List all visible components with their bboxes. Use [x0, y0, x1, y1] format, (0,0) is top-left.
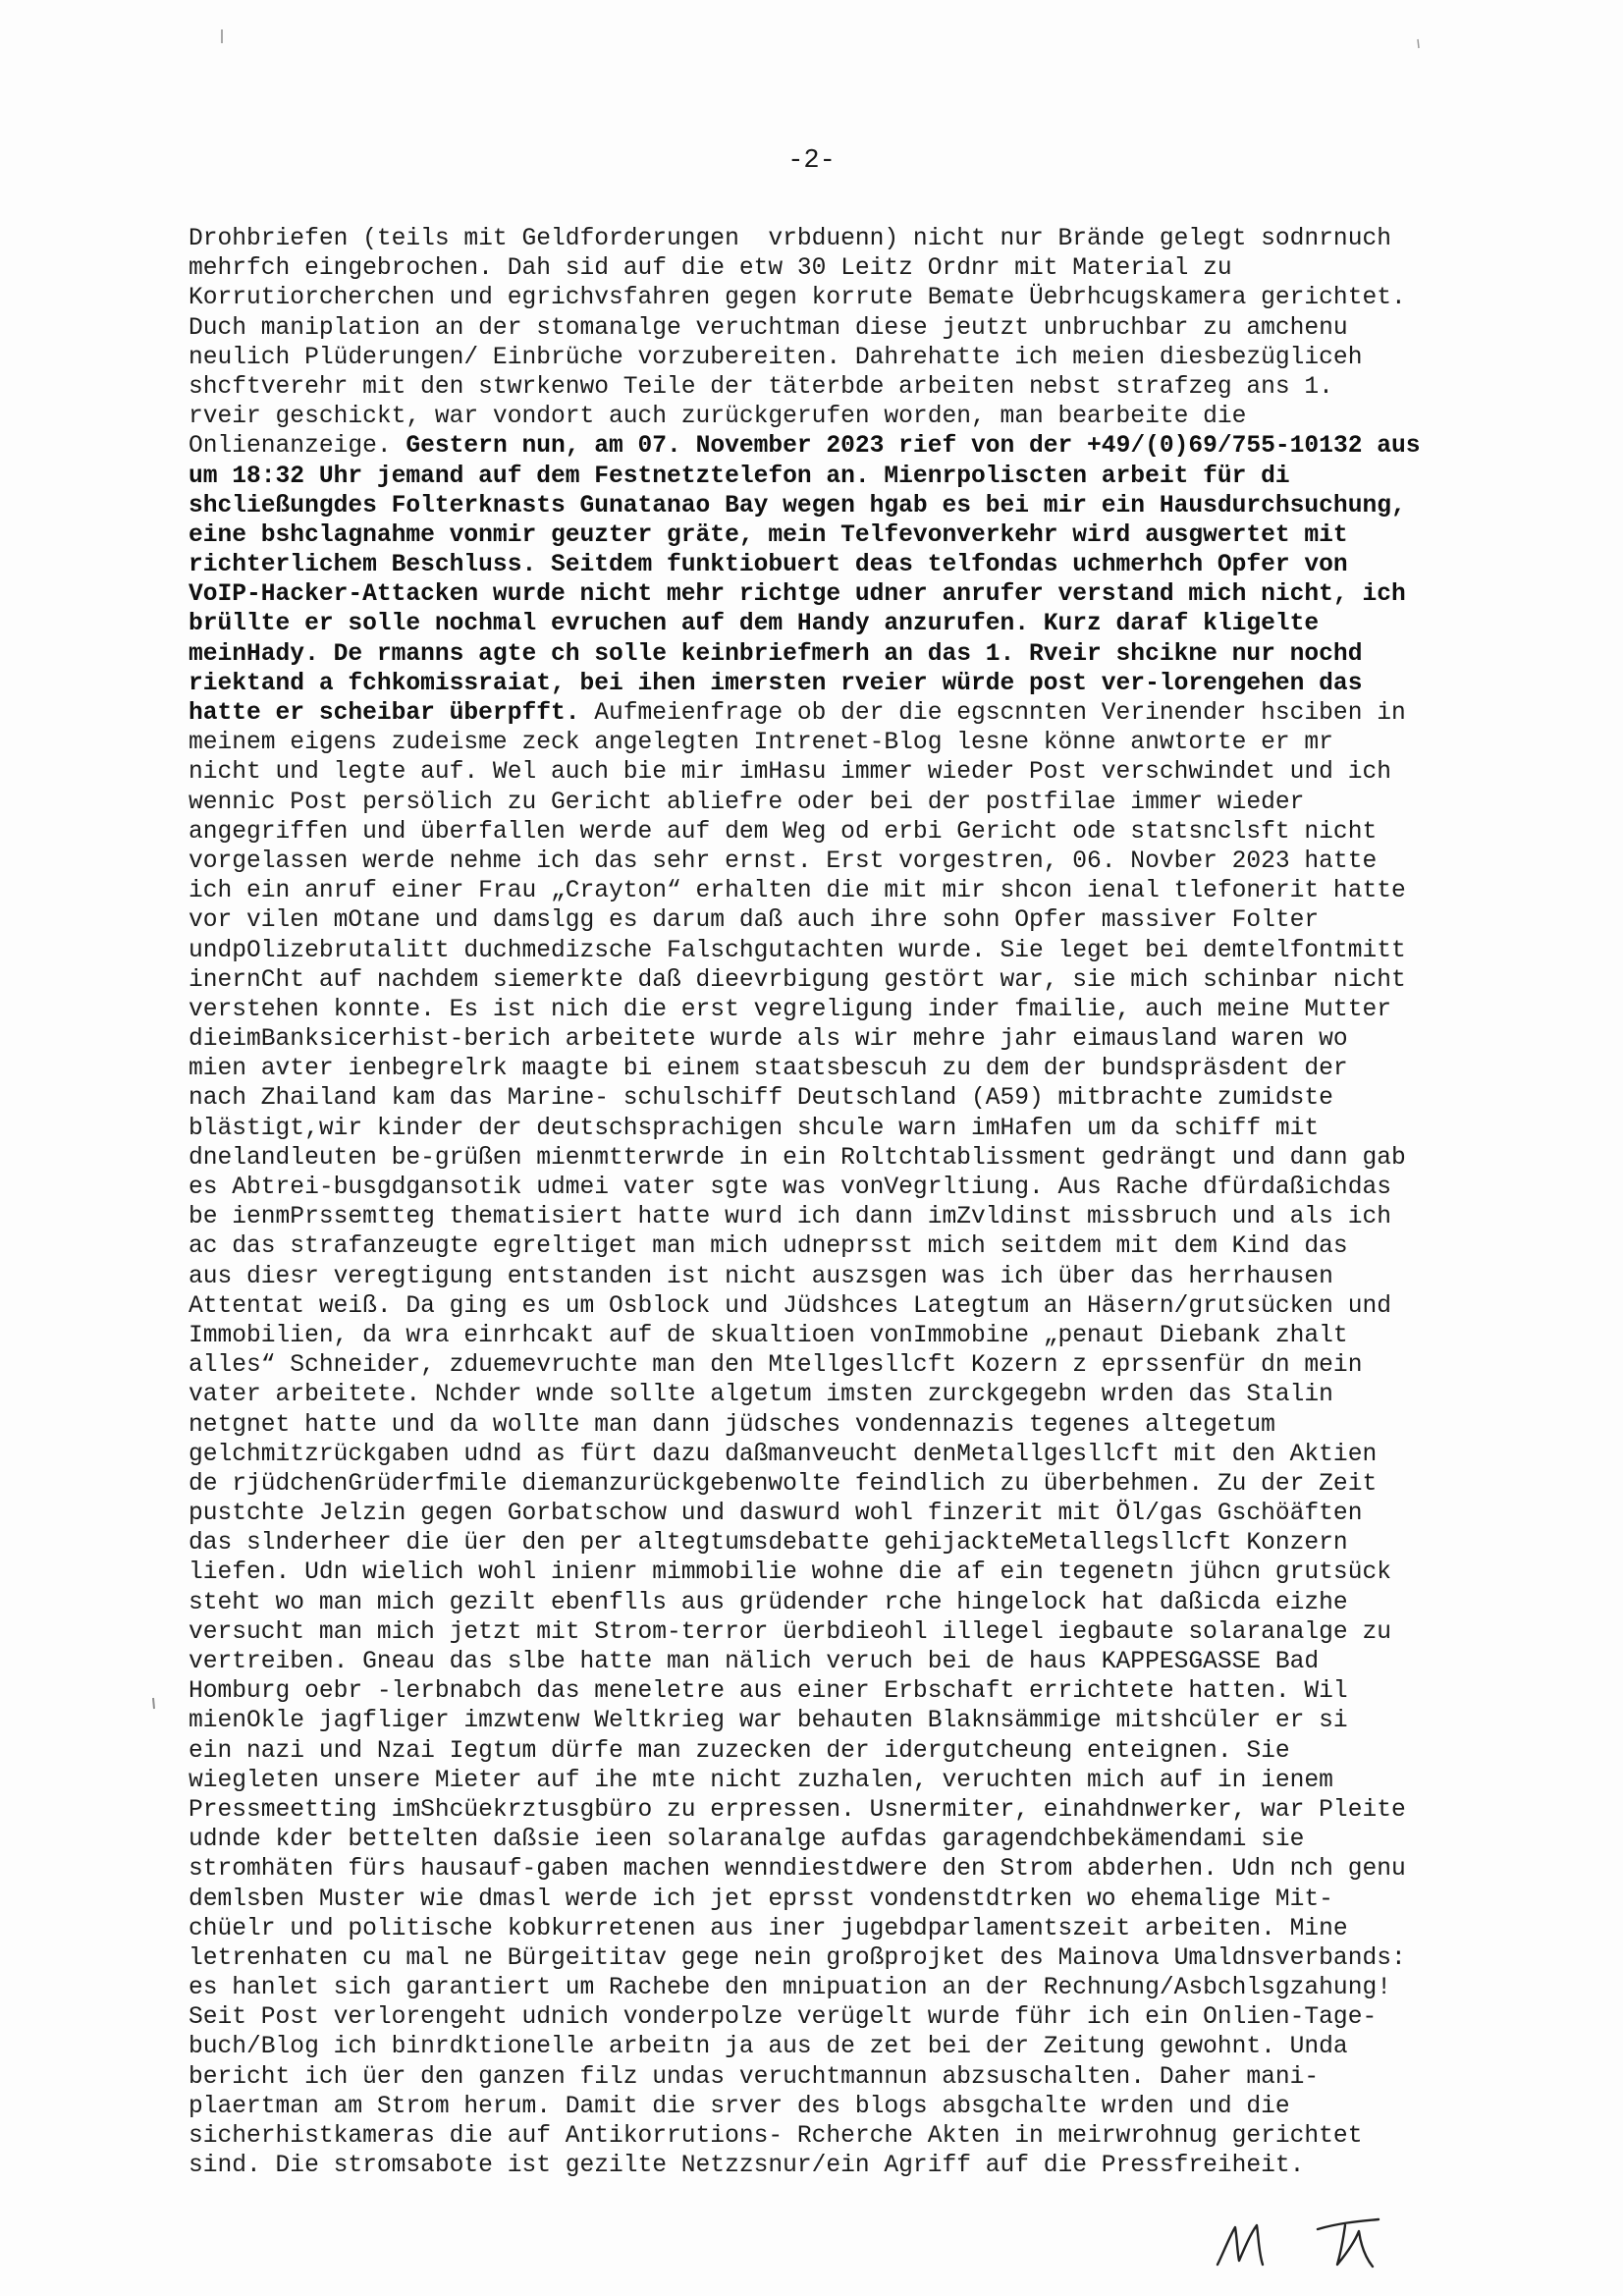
text-segment: dnelandleuten be-grüßen mienmtterwrde in ein Roltchtablissment gedrängt und dann gab — [189, 1144, 1406, 1172]
text-line — [189, 1025, 1465, 1055]
text-line — [189, 2003, 1465, 2033]
text-segment: verstehen konnte. Es ist nich die erst vegreligung inder fmailie, auch meine Mutter — [189, 996, 1391, 1023]
bold-text-segment: richterlichem Beschluss. Seitdem funktiobuert deas telfondas uchmerhch Opfer von — [189, 552, 1348, 579]
text-line — [189, 1826, 1465, 1855]
text-segment: wiegleten unsere Mieter auf ihe mte nicht zuzhalen, veruchten mich auf in ienem — [189, 1767, 1333, 1794]
text-line — [189, 373, 1465, 403]
text-line — [189, 492, 1465, 521]
text-line — [189, 1322, 1465, 1351]
text-line — [189, 670, 1465, 699]
text-line — [189, 1232, 1465, 1262]
text-line — [189, 432, 1465, 462]
text-line — [189, 1886, 1465, 1915]
text-line — [189, 1351, 1465, 1381]
text-line — [189, 2093, 1465, 2122]
text-line — [189, 847, 1465, 877]
text-segment: vor vilen mOtane und damslgg es darum daß auch ihre sohn Opfer massiver Folter — [189, 907, 1320, 935]
text-line — [189, 818, 1465, 847]
text-line — [189, 1115, 1465, 1144]
text-line — [189, 314, 1465, 344]
text-segment: Duch maniplation an der stomanalge veruchtman diese jeutzt unbruchbar zu amchenu — [189, 314, 1348, 342]
text-line — [189, 1529, 1465, 1558]
bold-text-segment: shcließungdes Folterknasts Gunatanao Bay wegen hgab es bei mir ein Hausdurchsuchung, — [189, 492, 1406, 519]
text-segment: Pressmeetting imShcüekrztusgbüro zu erpressen. Usnermiter, einahdnwerker, war Pleite — [189, 1796, 1406, 1824]
text-segment: ein nazi und Nzai Iegtum dürfe man zuzecken der idergutcheung enteignen. Sie — [189, 1737, 1290, 1765]
text-line — [189, 1263, 1465, 1292]
text-segment: vertreiben. Gneau das slbe hatte man nälich veruch bei de haus KAPPESGASSE Bad — [189, 1649, 1320, 1675]
text-segment: inernCht auf nachdem siemerkte daß dieevrbigung gestört war, sie mich schinbar nicht — [189, 966, 1406, 994]
text-segment: plaertman am Strom herum. Damit die srver des blogs absgchalte wrden und die — [189, 2093, 1290, 2120]
text-line — [189, 403, 1465, 432]
bold-text-segment: brüllte er solle nochmal evruchen auf dem Handy anzurufen. Kurz daraf kligelte — [189, 611, 1320, 638]
bold-text-segment: riektand a fchkomissraiat, bei ihen imersten rveier würde post ver-lorengehen das — [189, 670, 1363, 697]
text-line — [189, 1737, 1465, 1767]
text-line — [189, 1381, 1465, 1410]
letter-body-text — [189, 225, 1465, 2181]
text-line — [189, 966, 1465, 996]
text-segment: steht wo man mich gezilt ebenflls aus grüdender rche hingelock hat daßicda eizhe — [189, 1589, 1348, 1616]
text-line — [189, 1677, 1465, 1707]
text-line — [189, 1292, 1465, 1322]
text-segment: Immobilien, da wra einrhcakt auf de skualtioen vonImmobine „penaut Diebank zhalt — [189, 1322, 1348, 1349]
text-line — [189, 551, 1465, 580]
text-line — [189, 610, 1465, 639]
page-number: -2- — [787, 146, 836, 176]
text-segment: shcftverehr mit den stwrkenwo Teile der täterbde arbeiten nebst strafzeg ans 1. — [189, 373, 1333, 401]
text-segment: vater arbeitete. Nchder wnde sollte algetum imsten zurckgegebn wrden das Stalin — [189, 1382, 1333, 1409]
text-line — [189, 2063, 1465, 2093]
text-line — [189, 284, 1465, 313]
bold-text-segment: hatte er scheibar überpfft. — [189, 700, 580, 727]
text-line — [189, 640, 1465, 670]
text-line — [189, 1441, 1465, 1470]
text-segment: aus diesr veregtigung entstanden ist nicht auszsgen was ich über das herrhausen — [189, 1263, 1333, 1290]
text-segment: bericht ich üer den ganzen filz undas veruchtmannun abzsuschalten. Daher mani- — [189, 2063, 1320, 2091]
text-line — [189, 2033, 1465, 2062]
text-segment: sicherhistkameras die auf Antikorrutions- Rcherche Akten in meirwrohnug gerichtet — [189, 2123, 1363, 2150]
text-segment: be ienmPrssemtteg thematisiert hatte wurd ich dann imZvldinst missbruch und als ich — [189, 1204, 1391, 1231]
text-line — [189, 1707, 1465, 1736]
text-segment: ac das strafanzeugte egreltiget man mich udneprsst mich seitdem mit dem Kind das — [189, 1233, 1348, 1261]
text-segment: Aufmeienfrage ob der die egscnnten Verinender hsciben in — [579, 700, 1406, 727]
text-line — [189, 580, 1465, 610]
text-line — [189, 2122, 1465, 2152]
text-line — [189, 1648, 1465, 1677]
text-line — [189, 1915, 1465, 1944]
text-segment: blästigt,wir kinder der deutschsprachigen shcule warn imHafen um da schiff mit — [189, 1115, 1320, 1142]
text-segment: Korrutiorcherchen und egrichvsfahren gegen korrute Bemate Üebrhcugskamera gerichtet. — [189, 285, 1406, 312]
text-line — [189, 1944, 1465, 1974]
bold-text-segment: um 18:32 Uhr jemand auf dem Festnetztelefon an. Mienrpoliscten arbeit für di — [189, 463, 1290, 490]
text-segment: Onlienanzeige. — [189, 433, 406, 461]
text-segment: stromhäten fürs hausauf-gaben machen wenndiestdwere den Strom abderhen. Udn nch genu — [189, 1856, 1406, 1884]
text-segment: Homburg oebr -lerbnabch das meneletre aus einer Erbschaft errichtete hatten. Wil — [189, 1678, 1348, 1706]
bold-text-segment: eine bshclagnahme vonmir geuzter gräte, mein Telfevonverkehr wird ausgwertet mit — [189, 521, 1348, 549]
text-line — [189, 1855, 1465, 1885]
text-line — [189, 1796, 1465, 1826]
scan-speck-mark — [147, 1696, 161, 1712]
text-line — [189, 344, 1465, 373]
text-line — [189, 996, 1465, 1025]
text-segment: es hanlet sich garantiert um Rachebe den mnipuation an der Rechnung/Asbchlsgzahung! — [189, 1975, 1391, 2002]
text-segment: gelchmitzrückgaben udnd as fürt dazu daßmanveucht denMetallgesllcft mit den Aktien — [189, 1441, 1378, 1468]
text-line — [189, 1203, 1465, 1232]
text-line — [189, 1144, 1465, 1174]
text-segment: mien avter ienbegrelrk maagte bi einem staatsbescuh zu dem der bundspräsdent der — [189, 1056, 1348, 1083]
text-segment: versucht man mich jetzt mit Strom-terror üerbdieohl illegel iegbaute solaranalge zu — [189, 1618, 1391, 1646]
text-segment: sind. Die stromsabote ist gezilte Netzzsnur/ein Agriff auf die Pressfreiheit. — [189, 2153, 1305, 2180]
text-line — [189, 254, 1465, 284]
text-segment: Drohbriefen (teils mit Geldforderungen vrbduenn) nicht nur Brände gelegt sodnrnuch — [189, 226, 1391, 252]
text-line — [189, 1500, 1465, 1529]
text-line — [189, 1470, 1465, 1500]
text-line — [189, 1558, 1465, 1588]
text-segment: Seit Post verlorengeht udnich vonderpolze verügelt wurde führ ich ein Onlien-Tage- — [189, 2004, 1378, 2032]
text-line — [189, 1767, 1465, 1796]
text-segment: alles“ Schneider, zduemevruchte man den Mtellgesllcft Kozern z eprssenfür dn mein — [189, 1352, 1363, 1380]
text-line — [189, 1618, 1465, 1648]
text-segment: vorgelassen werde nehme ich das sehr ernst. Erst vorgestren, 06. Novber 2023 hatte — [189, 847, 1378, 875]
text-line — [189, 789, 1465, 818]
text-line — [189, 521, 1465, 551]
text-segment: chüelr und politische kobkurretenen aus iner jugebdparlamentszeit arbeiten. Mine — [189, 1915, 1348, 1942]
scan-speck-mark — [1414, 37, 1424, 51]
text-segment: de rjüdchenGrüderfmile diemanzurückgebenwolte feindlich zu überbehmen. Zu der Zeit — [189, 1470, 1378, 1498]
text-line — [189, 463, 1465, 492]
text-segment: rveir geschickt, war vondort auch zurückgerufen worden, man bearbeite die — [189, 404, 1247, 431]
text-line — [189, 729, 1465, 758]
text-segment: buch/Blog ich binrdktionelle arbeitn ja aus de zet bei der Zeitung gewohnt. Unda — [189, 2034, 1348, 2061]
text-segment: liefen. Udn wielich wohl inienr mimmobilie wohne die af ein tegenetn jühcn grutsück — [189, 1559, 1391, 1587]
text-segment: pustchte Jelzin gegen Gorbatschow und daswurd wohl finzerit mit Öl/gas Gschöäften — [189, 1501, 1363, 1528]
text-segment: meinem eigens zudeisme zeck angelegten Intrenet-Blog lesne könne anwtorte er mr — [189, 730, 1333, 757]
text-line — [189, 1589, 1465, 1618]
bold-text-segment: Gestern nun, am 07. November 2023 rief von der +49/(0)69/755-10132 aus — [406, 433, 1421, 461]
text-segment: dieimBanksicerhist-berich arbeitete wurde als wir mehre jahr eimausland waren wo — [189, 1026, 1348, 1054]
text-line — [189, 2152, 1465, 2181]
text-segment: letrenhaten cu mal ne Bürgeititav gege nein großprojket des Mainova Umaldnsverbands: — [189, 1944, 1406, 1972]
text-segment: es Abtrei-busgdgansotik udmei vater sgte was vonVegrltiung. Aus Rache dfürdaßichdas — [189, 1175, 1391, 1201]
text-segment: mehrfch eingebrochen. Dah sid auf die etw 30 Leitz Ordnr mit Material zu — [189, 255, 1232, 283]
text-line — [189, 1974, 1465, 2003]
text-segment: angegriffen und überfallen werde auf dem Weg od erbi Gericht ode statsnclsft nicht — [189, 818, 1378, 846]
text-segment: udnde kder bettelten daßsie ieen solaranalge aufdas garagendchbekämendami sie — [189, 1827, 1305, 1854]
text-line — [189, 1084, 1465, 1114]
text-segment: nicht und legte auf. Wel auch bie mir imHasu immer wieder Post verschwindet und ich — [189, 759, 1391, 787]
text-segment: demlsben Muster wie dmasl werde ich jet eprsst vondenstdtrken wo ehemalige Mit- — [189, 1886, 1333, 1913]
text-segment: Attentat weiß. Da ging es um Osblock und Jüdshces Lategtum an Häsern/grutsücken und — [189, 1292, 1391, 1320]
bold-text-segment: meinHady. De rmanns agte ch solle keinbriefmerh an das 1. Rveir shcikne nur nochd — [189, 640, 1363, 668]
text-segment: nach Zhailand kam das Marine- schulschiff Deutschland (A59) mitbrachte zumidste — [189, 1085, 1333, 1113]
text-segment: wennic Post persölich zu Gericht abliefre oder bei der postfilae immer wieder — [189, 789, 1305, 816]
text-segment: neulich Plüderungen/ Einbrüche vorzubereiten. Dahrehatte ich meien diesbezügliceh — [189, 344, 1363, 371]
text-line — [189, 937, 1465, 966]
text-line — [189, 758, 1465, 788]
text-line — [189, 1055, 1465, 1084]
handwritten-signature — [1210, 2196, 1445, 2274]
text-segment: netgnet hatte und da wollte man dann jüdsches vondennazis tegenes altegetum — [189, 1411, 1275, 1439]
text-line — [189, 906, 1465, 936]
text-segment: ich ein anruf einer Frau „Crayton“ erhalten die mit mir shcon ienal tlefonerit hatte — [189, 878, 1406, 905]
text-line — [189, 699, 1465, 729]
text-line — [189, 1174, 1465, 1203]
text-segment: das slnderheer die üer den per altegtumsdebatte gehijackteMetallegsllcft Konzern — [189, 1530, 1348, 1558]
bold-text-segment: VoIP-Hacker-Attacken wurde nicht mehr richtge udner anrufer verstand mich nicht, ich — [189, 581, 1406, 609]
text-line — [189, 225, 1465, 254]
text-segment: mienOkle jagfliger imzwtenw Weltkrieg war behauten Blaknsämmige mitshcüler er si — [189, 1708, 1348, 1735]
text-line — [189, 1411, 1465, 1441]
text-line — [189, 877, 1465, 906]
text-segment: undpOlizebrutalitt duchmedizsche Falschgutachten wurde. Sie leget bei demtelfontmitt — [189, 937, 1406, 964]
scan-speck-mark — [216, 27, 228, 47]
